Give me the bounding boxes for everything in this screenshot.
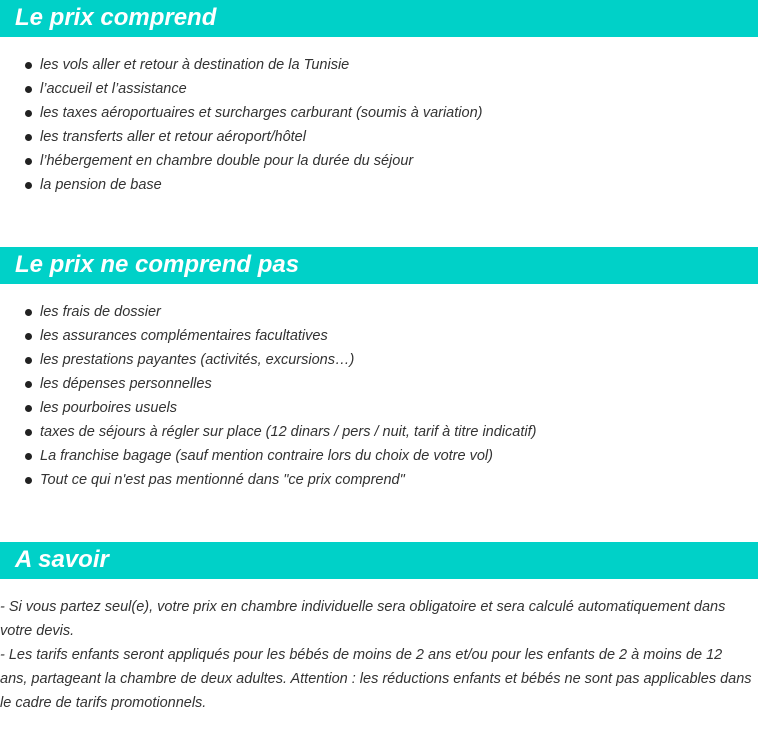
good-to-know-text xyxy=(0,595,752,715)
bullet-icon xyxy=(25,357,32,364)
note-paragraph: - Les tarifs enfants seront appliqués pour les bébés de moins de 2 ans et/ou pour les enfants de 2 à moins de 12 ans, partageant la chambre de deux adultes. Attention : les réductions enfants et bébés ne sont pas applicables dans le cadre de tarifs promotionnels. xyxy=(0,647,752,711)
list-item: la pension de base xyxy=(0,173,758,197)
bullet-icon xyxy=(25,86,32,93)
list-item: les frais de dossier xyxy=(0,300,758,324)
bullet-icon xyxy=(25,405,32,412)
list-item: les assurances complémentaires facultatives xyxy=(0,324,758,348)
list-item: les pourboires usuels xyxy=(0,396,758,420)
bullet-icon xyxy=(25,333,32,340)
excludes-title: Le prix ne comprend pas xyxy=(15,251,300,278)
list-item: l’accueil et l’assistance xyxy=(0,77,758,101)
list-item: les transferts aller et retour aéroport/hôtel xyxy=(0,125,758,149)
bullet-icon xyxy=(25,309,32,316)
list-item: taxes de séjours à régler sur place (12 dinars / pers / nuit, tarif à titre indicatif) xyxy=(0,420,758,444)
good-to-know-title: A savoir xyxy=(15,546,109,573)
includes-header-band xyxy=(0,0,758,37)
includes-title: Le prix comprend xyxy=(15,4,217,31)
list-item: Tout ce qui n'est pas mentionné dans "ce prix comprend" xyxy=(0,468,758,492)
list-item: les dépenses personnelles xyxy=(0,372,758,396)
bullet-icon xyxy=(25,110,32,117)
bullet-icon xyxy=(25,381,32,388)
bullet-icon xyxy=(25,429,32,436)
list-item: l’hébergement en chambre double pour la durée du séjour xyxy=(0,149,758,173)
includes-list xyxy=(0,53,758,197)
list-item: les vols aller et retour à destination de la Tunisie xyxy=(0,53,758,77)
bullet-icon xyxy=(25,62,32,69)
bullet-icon xyxy=(25,158,32,165)
good-to-know-section xyxy=(0,542,758,579)
list-item: La franchise bagage (sauf mention contraire lors du choix de votre vol) xyxy=(0,444,758,468)
note-paragraph: - Si vous partez seul(e), votre prix en chambre individuelle sera obligatoire et sera calculé automatiquement dans votre devis. xyxy=(0,599,726,639)
excludes-header-band xyxy=(0,247,758,284)
list-item: les taxes aéroportuaires et surcharges carburant (soumis à variation) xyxy=(0,101,758,125)
includes-section xyxy=(0,0,758,37)
bullet-icon xyxy=(25,182,32,189)
excludes-list xyxy=(0,300,758,492)
bullet-icon xyxy=(25,477,32,484)
bullet-icon xyxy=(25,453,32,460)
bullet-icon xyxy=(25,134,32,141)
good-to-know-header-band xyxy=(0,542,758,579)
excludes-section xyxy=(0,247,758,284)
list-item: les prestations payantes (activités, excursions…) xyxy=(0,348,758,372)
